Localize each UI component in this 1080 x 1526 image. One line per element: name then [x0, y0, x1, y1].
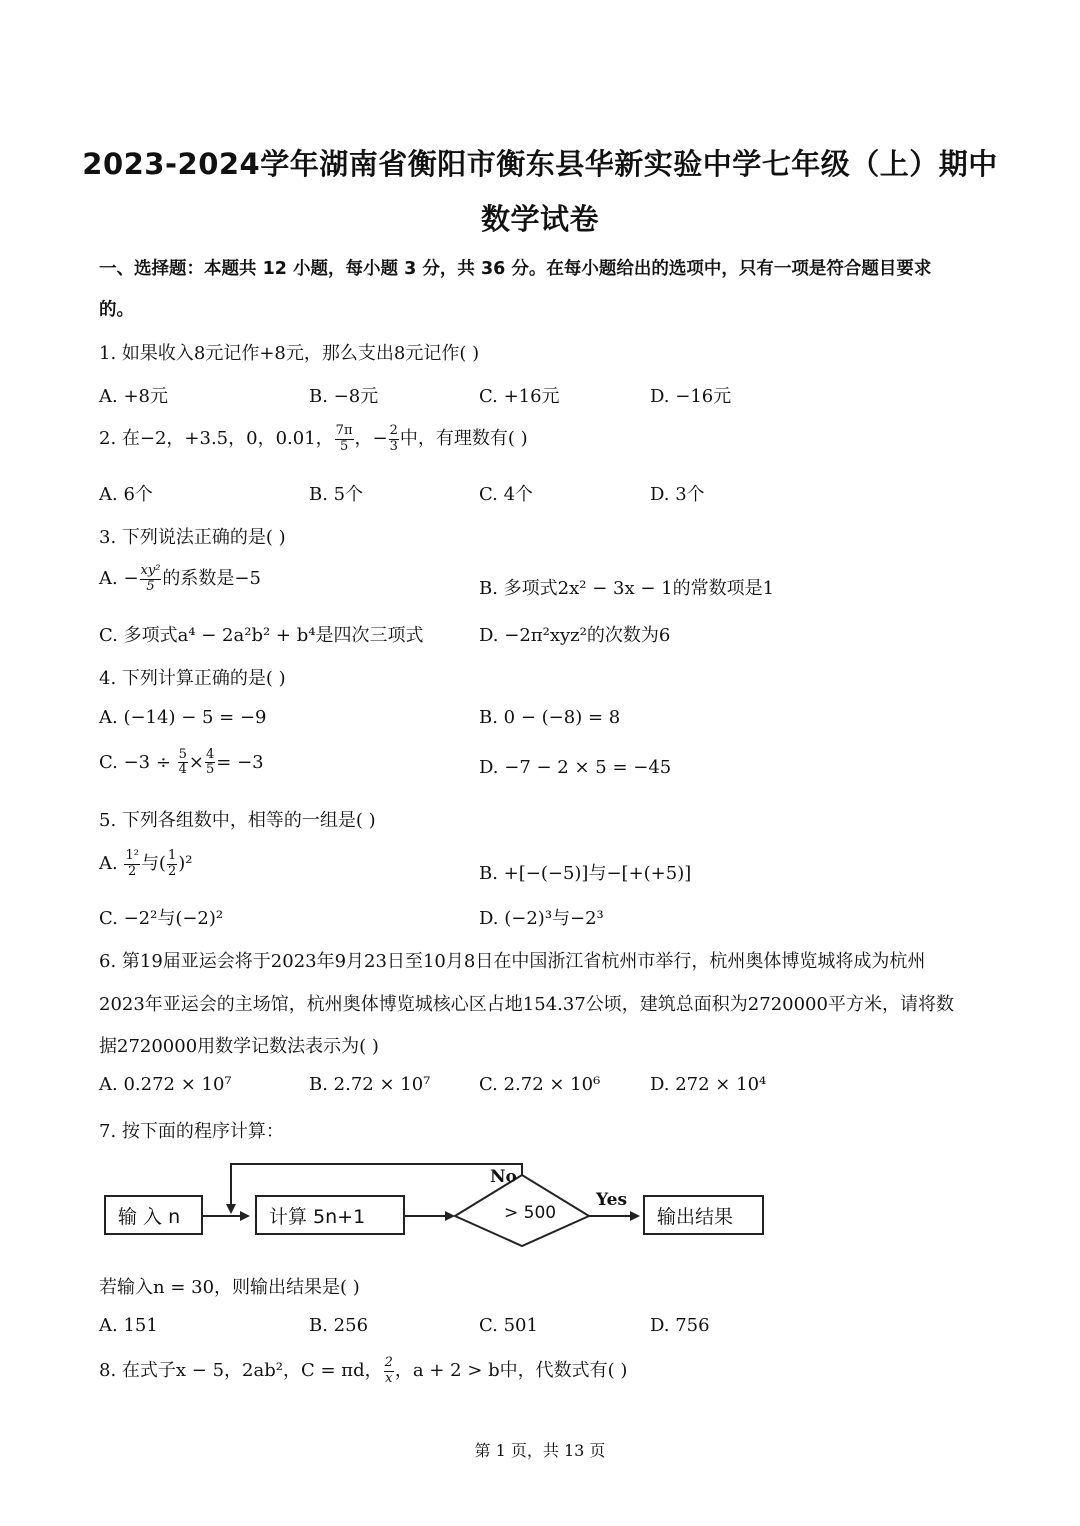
q4-c-fraction-1: $\frac{5}{4}$ — [178, 747, 187, 778]
q2-option-c: C. 4个 — [479, 484, 534, 505]
q1-option-b: B. −8元 — [309, 386, 379, 407]
q5-option-d: D. (−2)³与−2³ — [479, 908, 604, 929]
q2-fraction-2: $\frac{2}{3}$ — [389, 423, 398, 454]
q2-stem-a: 2. 在−2，+3.5，0，0.01， — [99, 428, 334, 449]
question-6-line-1: 6. 第19届亚运会将于2023年9月23日至10月8日在中国浙江省杭州市举行，杭州奥体博览城将成为杭州 — [99, 951, 926, 972]
question-2: 2. 在−2，+3.5，0，0.01， $\frac{7\pi}{5}$ ，− $\frac{2}{3}$ 中，有理数有( ) — [99, 423, 528, 454]
q5-option-c: C. −2²与(−2)² — [99, 908, 224, 929]
q6-option-c: C. 2.72 × 10⁶ — [479, 1074, 601, 1095]
question-7: 7. 按下面的程序计算： — [99, 1121, 284, 1142]
q1-option-d: D. −16元 — [650, 386, 732, 407]
question-5: 5. 下列各组数中，相等的一组是( ) — [99, 810, 376, 831]
section-heading-cont: 的。 — [99, 300, 134, 320]
q3-a-fraction: $\frac{\text{xy²}}{5}$ — [140, 563, 161, 594]
q8-fraction: $\frac{2}{x}$ — [384, 1355, 393, 1386]
flow-compute-box: 计算 5n+1 — [255, 1195, 405, 1235]
q7-option-c: C. 501 — [479, 1315, 538, 1336]
q5-option-a: A. $\frac{\text{1²}}{2}$ 与( $\frac{1}{2}$ )² — [99, 848, 193, 879]
flow-condition-label: > 500 — [504, 1203, 557, 1223]
question-4: 4. 下列计算正确的是( ) — [99, 668, 286, 689]
question-8: 8. 在式子x − 5，2ab²，C = πd， $\frac{2}{x}$ ，a + 2 > b中，代数式有( ) — [99, 1355, 628, 1386]
section-heading: 一、选择题：本题共 12 小题，每小题 3 分，共 36 分。在每小题给出的选项中，只有一项是符合题目要求 — [99, 259, 932, 279]
q6-option-b: B. 2.72 × 10⁷ — [309, 1074, 431, 1095]
q5-option-b: B. +[−(−5)]与−[+(+5)] — [479, 863, 692, 884]
question-6-line-2: 2023年亚运会的主场馆，杭州奥体博览城核心区占地154.37公顷，建筑总面积为2720000平方米，请将数 — [99, 994, 954, 1015]
q7-option-b: B. 256 — [309, 1315, 369, 1336]
q2-option-d: D. 3个 — [650, 484, 705, 505]
q2-option-a: A. 6个 — [99, 484, 153, 505]
q2-stem-b: 中，有理数有( ) — [399, 428, 528, 449]
page-title: 2023-2024学年湖南省衡阳市衡东县华新实验中学七年级（上）期中 — [82, 147, 998, 181]
q3-option-d: D. −2π²xyz²的次数为6 — [479, 625, 671, 646]
q7-option-a: A. 151 — [99, 1315, 158, 1336]
question-1: 1. 如果收入8元记作+8元，那么支出8元记作( ) — [99, 343, 480, 364]
q2-fraction-1: $\frac{7\pi}{5}$ — [335, 423, 353, 454]
q6-option-a: A. 0.272 × 10⁷ — [99, 1074, 232, 1095]
q4-option-b: B. 0 − (−8) = 8 — [479, 707, 621, 728]
q4-option-d: D. −7 − 2 × 5 = −45 — [479, 757, 672, 778]
q2-option-b: B. 5个 — [309, 484, 364, 505]
q4-c-fraction-2: $\frac{4}{5}$ — [206, 747, 215, 778]
q1-option-a: A. +8元 — [99, 386, 168, 407]
question-6-line-3: 据2720000用数学记数法表示为( ) — [99, 1036, 379, 1057]
q6-option-d: D. 272 × 10⁴ — [650, 1074, 767, 1095]
q5-a-fraction-1: $\frac{\text{1²}}{2}$ — [125, 848, 139, 879]
flow-input-box: 输 入 n — [104, 1195, 203, 1235]
page-subtitle: 数学试卷 — [480, 202, 599, 236]
q3-option-c: C. 多项式a⁴ − 2a²b² + b⁴是四次三项式 — [99, 625, 424, 646]
q5-a-fraction-2: $\frac{1}{2}$ — [167, 848, 177, 879]
page-footer: 第 1 页，共 13 页 — [474, 1441, 606, 1460]
flow-yes-label: Yes — [596, 1190, 628, 1210]
q3-option-b: B. 多项式2x² − 3x − 1的常数项是1 — [479, 578, 775, 599]
question-7-sub: 若输入n = 30，则输出结果是( ) — [99, 1277, 360, 1298]
flow-no-label: No — [490, 1167, 517, 1187]
question-3: 3. 下列说法正确的是( ) — [99, 527, 286, 548]
flow-output-box: 输出结果 — [643, 1195, 764, 1235]
q4-option-c: C. −3 ÷ $\frac{5}{4}$ × $\frac{4}{5}$ = −3 — [99, 747, 264, 778]
q3-option-a: A. − $\frac{\text{xy²}}{5}$ 的系数是−5 — [99, 563, 261, 594]
q1-option-c: C. +16元 — [479, 386, 560, 407]
q7-option-d: D. 756 — [650, 1315, 710, 1336]
q4-option-a: A. (−14) − 5 = −9 — [99, 707, 267, 728]
